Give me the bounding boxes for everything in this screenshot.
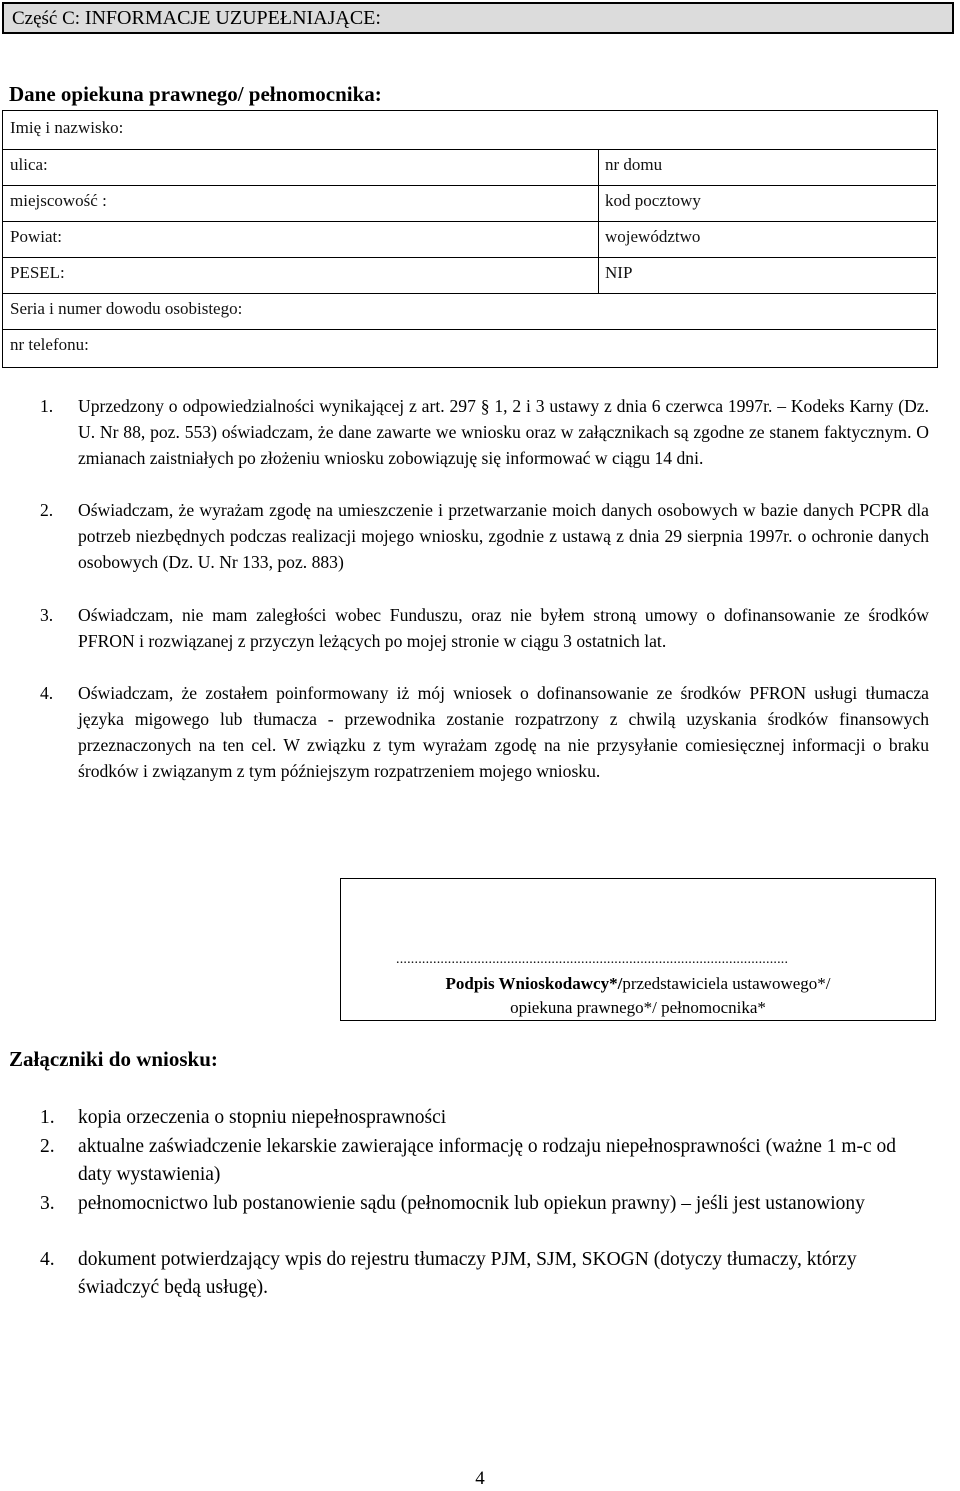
declaration-text: Uprzedzony o odpowiedzialności wynikającej z art. 297 § 1, 2 i 3 ustawy z dnia 6 czerwca 1997r. – Kodeks Karny (Dz. U. Nr 88, poz. 553) oświadczam, że dane zawarte we wniosku oraz w załącznikach są zgodne ze stanem faktycznym. O zmianach zaistniałych po złożeniu wniosku zobowiązuję się informować w ciągu 14 dni.	[78, 396, 929, 468]
signature-line: ..........................................................................................................	[396, 952, 789, 967]
section-prefix: Część C:	[12, 8, 85, 29]
field-name[interactable]: Imię i nazwisko:	[10, 118, 124, 137]
signature-caption-2: opiekuna prawnego*/ pełnomocnika*	[510, 998, 766, 1017]
field-id-card[interactable]: Seria i numer dowodu osobistego:	[10, 299, 243, 318]
signature-caption	[341, 974, 935, 994]
signature-applicant-label: Podpis Wnioskodawcy*/	[445, 974, 623, 993]
declaration-text: Oświadczam, że zostałem poinformowany iż mój wniosek o dofinansowanie ze środków PFRON usługi tłumacza języka migowego lub tłumacza - przewodnika zostanie rozpatrzony z chwilą uzyskania środków finansowych przeznaczonych na ten cel. W związku z tym wyrażam zgodę na nie przysyłanie comiesięcznej informacji o braku środków i związanym z tym późniejszym rozpatrzeniem mojego wniosku.	[78, 683, 929, 781]
attachment-text: dokument potwierdzający wpis do rejestru tłumaczy PJM, SJM, SKOGN (dotyczy tłumaczy, którzy świadczyć będą usługę).	[78, 1249, 857, 1298]
attachment-number: 2.	[40, 1136, 55, 1157]
signature-representative-label: przedstawiciela ustawowego*/	[622, 974, 831, 993]
section-title: INFORMACJE UZUPEŁNIAJĄCE:	[84, 7, 381, 29]
guardian-title: Dane opiekuna prawnego/ pełnomocnika:	[9, 82, 382, 106]
field-postal-code[interactable]: kod pocztowy	[605, 191, 701, 210]
declaration-number: 2.	[40, 500, 54, 520]
declaration-number: 4.	[40, 683, 54, 703]
attachment-item	[40, 1246, 929, 1302]
attachment-item	[40, 1133, 929, 1189]
attachment-item	[40, 1104, 929, 1132]
attachment-text: aktualne zaświadczenie lekarskie zawierające informację o rodzaju niepełnosprawności (ważne 1 m-c od daty wystawienia)	[78, 1136, 897, 1185]
declaration-item	[40, 497, 929, 575]
attachment-item	[40, 1190, 929, 1218]
attachment-number: 3.	[40, 1193, 55, 1214]
attachment-number: 1.	[40, 1107, 55, 1128]
field-county[interactable]: Powiat:	[10, 227, 62, 246]
field-city[interactable]: miejscowość :	[10, 191, 107, 210]
page-number: 4	[475, 1468, 485, 1489]
field-voivodeship[interactable]: województwo	[605, 227, 701, 246]
declaration-text: Oświadczam, nie mam zaległości wobec Funduszu, oraz nie byłem stroną umowy o dofinansowanie ze środków PFRON i rozwiązanej z przyczyn leżących po mojej stronie w ciągu 3 ostatnich lat.	[78, 605, 929, 651]
attachment-text: kopia orzeczenia o stopniu niepełnosprawności	[78, 1107, 447, 1128]
field-pesel[interactable]: PESEL:	[10, 263, 65, 282]
signature-box[interactable]	[340, 878, 936, 1021]
declaration-item	[40, 680, 929, 784]
declaration-item	[40, 393, 929, 471]
field-street[interactable]: ulica:	[10, 155, 48, 174]
field-house-number[interactable]: nr domu	[605, 155, 663, 174]
declaration-number: 3.	[40, 605, 54, 625]
field-nip[interactable]: NIP	[605, 263, 633, 282]
field-phone[interactable]: nr telefonu:	[10, 335, 89, 354]
attachment-text: pełnomocnictwo lub postanowienie sądu (pełnomocnik lub opiekun prawny) – jeśli jest ustanowiony	[78, 1193, 865, 1214]
section-header	[2, 2, 954, 34]
guardian-form-table	[2, 110, 938, 368]
attachments-title: Załączniki do wniosku:	[9, 1047, 218, 1071]
attachment-number: 4.	[40, 1249, 55, 1270]
declaration-text: Oświadczam, że wyrażam zgodę na umieszczenie i przetwarzanie moich danych osobowych w bazie danych PCPR dla potrzeb niezbędnych podczas realizacji mojego wniosku, zgodnie z ustawą z dnia 29 sierpnia 1997r. o ochronie danych osobowych (Dz. U. Nr 133, poz. 883)	[78, 500, 929, 572]
declaration-item	[40, 602, 929, 654]
declaration-number: 1.	[40, 396, 54, 416]
